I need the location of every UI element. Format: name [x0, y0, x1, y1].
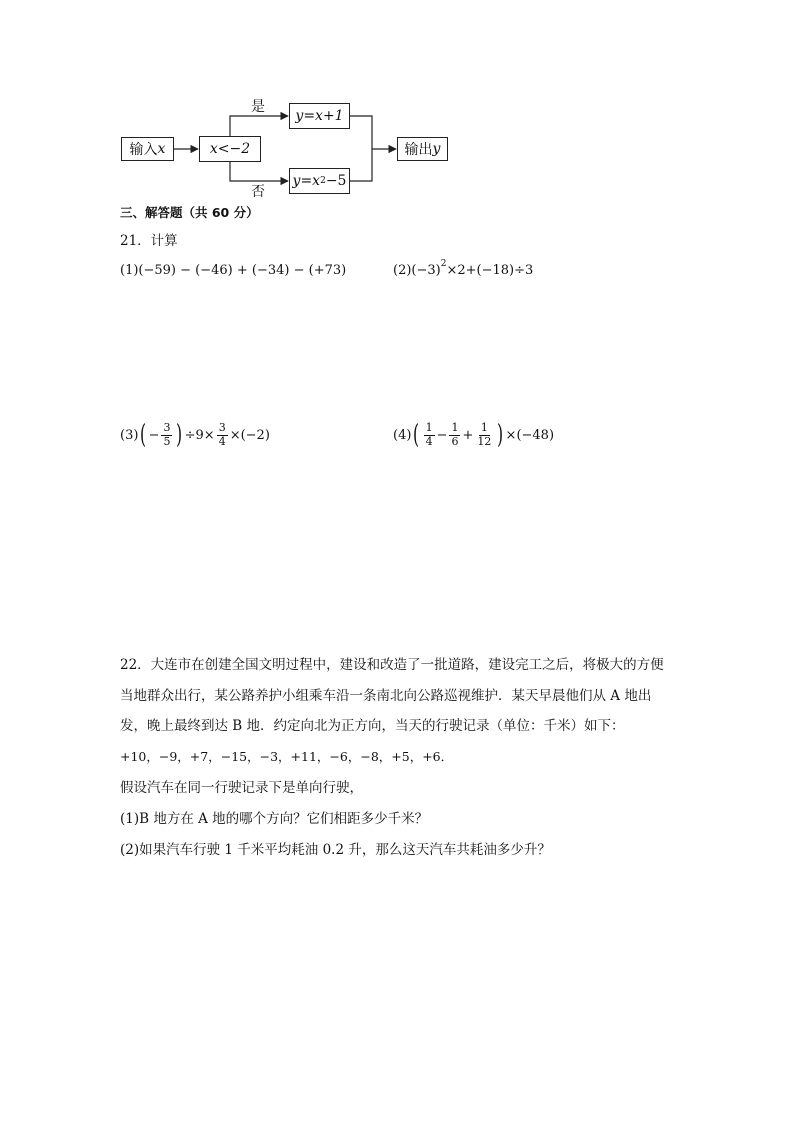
q21-part3-mid: ÷9×	[184, 427, 215, 443]
q21-part4-f3-den: 12	[477, 434, 492, 448]
q21-part2-index: (2)	[393, 263, 412, 278]
arrow-condition-to-yes	[230, 116, 288, 136]
q21-part2	[393, 258, 534, 278]
no-formula-exp: 2	[320, 176, 326, 186]
line-yes-to-merge	[350, 116, 372, 181]
q21-part4-fraction1	[424, 422, 435, 447]
no-formula-rest: −5	[325, 173, 347, 189]
input-box-var: x	[157, 141, 166, 157]
q21-part1-index: (1)	[120, 263, 139, 278]
q21-part3-f2-den: 4	[218, 434, 226, 448]
q22-records: +10，−9，+7，−15，−3，+11，−6，−8，+5，+6．	[120, 749, 454, 764]
q21-part4-f2-den: 6	[451, 434, 459, 448]
q21-part1-expr: (−59) − (−46) + (−34) − (+73)	[138, 263, 347, 278]
q21-title: 21．计算	[120, 233, 178, 249]
no-label: 否	[251, 184, 265, 200]
output-box-label: 输出	[404, 142, 433, 158]
q21-part3	[120, 422, 270, 448]
q21-part2-rest: ×2+(−18)÷3	[446, 263, 534, 278]
q21-part3-f1-num: 3	[163, 421, 171, 435]
arrow-condition-to-no	[230, 162, 288, 181]
q21-part4-f2-num: 1	[451, 421, 459, 435]
flowchart-connectors	[0, 0, 794, 200]
q22-line1: 22．大连市在创建全国文明过程中，建设和改造了一批道路，建设完工之后，将极大的方便	[120, 657, 664, 673]
q21-part3-neg: −	[148, 427, 160, 443]
section-title: 三、解答题（共 60 分）	[120, 205, 259, 220]
condition-text: x<−2	[209, 141, 251, 157]
q21-part3-index: (3)	[120, 427, 139, 443]
q21-part1	[120, 263, 346, 278]
q21-part4-close-paren: )	[497, 420, 504, 450]
q21-part4-rest: ×(−48)	[505, 427, 555, 443]
q22-assumption: 假设汽车在同一行驶记录下是单向行驶，	[120, 780, 363, 796]
q21-part3-open-paren: (	[140, 420, 147, 450]
q21-part4-fraction2	[449, 422, 460, 447]
output-box-var: y	[432, 141, 441, 157]
q21-part4-op2: +	[462, 427, 474, 443]
q21-part3-f1-den: 5	[163, 434, 171, 448]
q21-part3-fraction1	[161, 422, 172, 447]
q21-part4-f3-num: 1	[480, 421, 488, 435]
condition-box	[199, 136, 261, 162]
q21-part4-index: (4)	[393, 427, 412, 443]
q21-part3-fraction2	[217, 422, 228, 447]
q21-part2-base: (−3)	[411, 263, 441, 278]
q22-subquestion-1: (1)B 地方在 A 地的哪个方向？它们相距多少千米？	[120, 811, 429, 827]
yes-formula-box	[289, 103, 350, 129]
no-formula-base: y=x	[292, 173, 321, 189]
output-box	[397, 137, 448, 161]
input-box	[121, 137, 174, 161]
q21-part4-fraction3	[475, 422, 493, 447]
q21-part4-op1: −	[436, 427, 448, 443]
q21-part2-exp: 2	[440, 258, 447, 269]
q21-part4-f1-den: 4	[425, 434, 433, 448]
no-formula-box	[289, 168, 350, 194]
q21-part3-f2-num: 3	[218, 421, 226, 435]
q22-line3: 发，晚上最终到达 B 地．约定向北为正方向，当天的行驶记录（单位：千米）如下：	[120, 718, 625, 734]
yes-label: 是	[251, 99, 265, 115]
q21-part4	[393, 422, 554, 448]
q21-part3-close-paren: )	[176, 420, 183, 450]
q21-part4-f1-num: 1	[425, 421, 433, 435]
q22-line2: 当地群众出行，某公路养护小组乘车沿一条南北向公路巡视维护．某天早晨他们从 A 地出	[120, 688, 652, 704]
input-box-label: 输入	[129, 142, 158, 158]
q22-subquestion-2: (2)如果汽车行驶 1 千米平均耗油 0.2 升，那么这天汽车共耗油多少升？	[120, 842, 551, 858]
q21-part4-open-paren: (	[413, 420, 420, 450]
q21-part3-rest: ×(−2)	[229, 427, 270, 443]
yes-formula: y=x+1	[295, 108, 344, 124]
